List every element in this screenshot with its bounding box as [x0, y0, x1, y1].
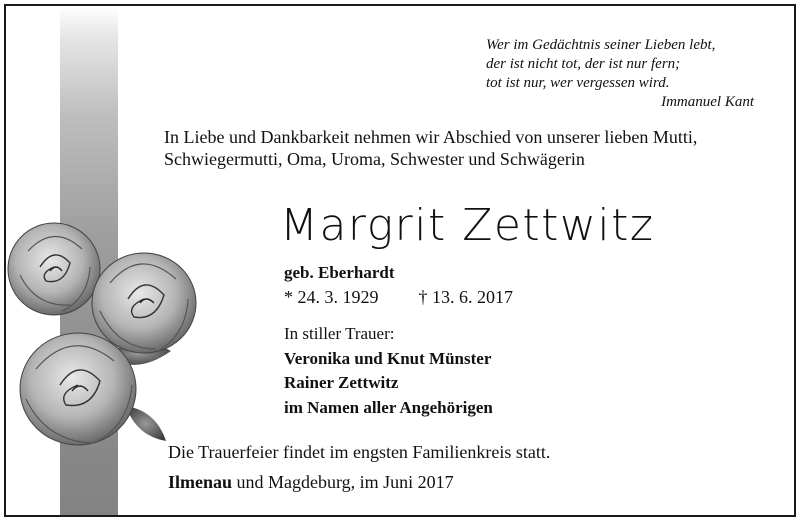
- birth-date: * 24. 3. 1929: [284, 287, 379, 307]
- mourner-name: Rainer Zettwitz: [284, 373, 399, 392]
- death-date: † 13. 6. 2017: [418, 287, 513, 307]
- quote-line: Wer im Gedächtnis seiner Lieben lebt,: [486, 37, 716, 53]
- town-name: Ilmenau: [168, 472, 233, 492]
- quote-line: der ist nicht tot, der ist nur fern;: [486, 56, 681, 72]
- place-rest: und Magdeburg, im Juni 2017: [232, 472, 454, 492]
- quote-author: Immanuel Kant: [661, 94, 754, 110]
- mourners-block: [284, 322, 704, 420]
- deceased-name: Margrit Zettwitz: [280, 200, 655, 251]
- intro-line: Schwiegermutti, Oma, Uroma, Schwester und Schwägerin: [164, 149, 585, 169]
- quote-line: tot ist nur, wer vergessen wird.: [486, 75, 670, 91]
- obituary-notice: [4, 4, 796, 517]
- mourners-heading: In stiller Trauer:: [284, 324, 395, 343]
- intro-line: In Liebe und Dankbarkeit nehmen wir Abschied von unserer lieben Mutti,: [164, 127, 698, 147]
- rose-bouquet-icon: [6, 211, 206, 461]
- maiden-name: geb. Eberhardt: [284, 263, 395, 282]
- mourner-name: im Namen aller Angehörigen: [284, 397, 493, 417]
- mourner-name: Veronika und Knut Münster: [284, 348, 492, 368]
- life-dates: [284, 286, 513, 308]
- place-and-date: [168, 471, 454, 493]
- memorial-quote: [486, 36, 754, 112]
- funeral-note: Die Trauerfeier findet im engsten Familienkreis statt.: [168, 442, 551, 462]
- farewell-intro: [164, 126, 774, 170]
